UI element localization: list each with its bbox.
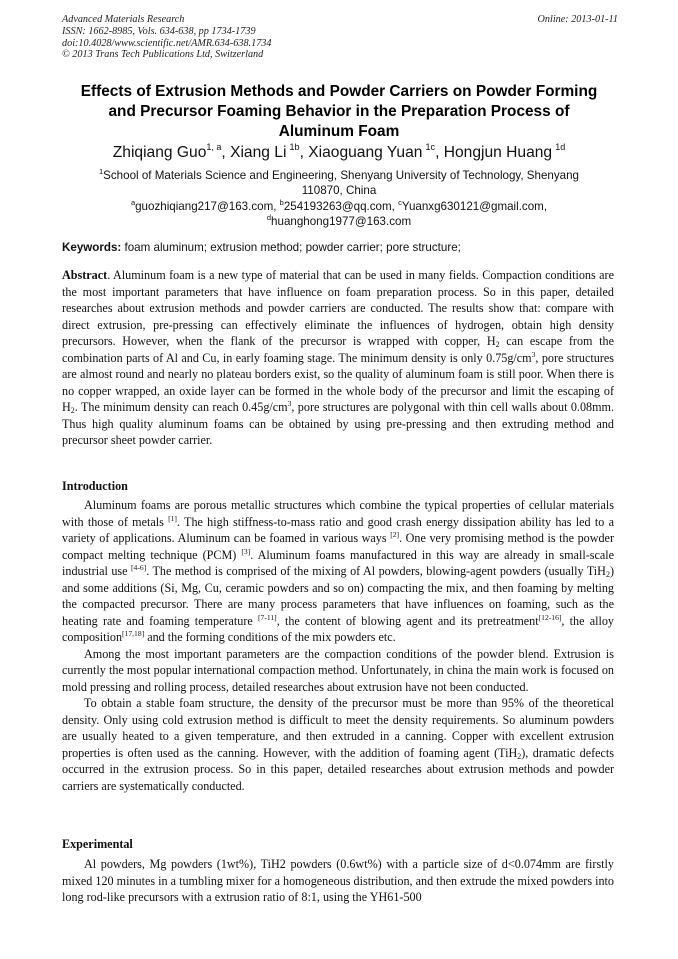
author-name: Hongjun Huang — [443, 144, 553, 161]
abstract-text: . The minimum density can reach 0.45g/cm — [74, 400, 288, 414]
subscript: 2 — [70, 406, 75, 415]
affiliation-mark: 1 — [98, 167, 104, 176]
citation: [7-11] — [258, 612, 277, 622]
email-address: Yuanxg630121@gmail.com, — [401, 199, 548, 213]
email-address: huanghong1977@163.com — [271, 215, 412, 229]
superscript: 3 — [287, 399, 292, 408]
intro-paragraph-1 — [62, 497, 614, 646]
abstract-text: . Aluminum foam is a new type of material that can be used in many fields. Compaction conditions are the most important parameters that have influence on foam preparation process. So in this paper, detailed researches about extrusion methods and powder carriers are conducted. The results show that: compare with direct extrusion, pre-pressing can effectively eliminate the influences of hydrogen, obtain high density precursors. However, when the flank of the precursor is wrapped with copper, H — [62, 268, 614, 348]
intro-text: To obtain a stable foam structure, the density of the precursor must be more than 95% of the theoretical density. Only using cold extrusion method is difficult to meet the density requirements. So aluminum powders are usually heated to a given temperature, and then extruded in a canning. Copper with excellent extrusion properties is often used as the canning. However, with the addition of foaming agent (TiH — [62, 696, 614, 760]
abstract-text: , pore structures are almost round and nearly no plateau borders exist, so the quality of aluminum foam is still poor. When there is no copper wrapped, an oxide layer can be formed in the whole body of the precursor and limit the escaping of H — [62, 350, 614, 414]
author-affil-mark: 1d — [555, 142, 566, 152]
keywords-label: Keywords: — [62, 241, 122, 254]
intro-text: . One very promising method is the powder compact melting technique (PCM) — [62, 531, 614, 562]
keywords — [62, 240, 622, 255]
email-line-2 — [40, 214, 638, 229]
author-name: Xiang Li — [230, 144, 287, 161]
journal-name: Advanced Materials Research — [62, 14, 185, 25]
introduction — [62, 497, 614, 794]
intro-text: ), dramatic defects occurred in the extrusion process. So in this paper, detailed researches about extrusion methods and powder carriers are systematically conducted. — [62, 745, 615, 793]
intro-paragraph-3 — [62, 695, 614, 794]
author-separator: , — [435, 144, 444, 161]
intro-text: Aluminum foams are porous metallic structures which combine the typical properties of cellular materials with those of metals — [62, 498, 614, 529]
author-separator: , — [299, 144, 309, 161]
email-line-1 — [40, 199, 638, 214]
author-affil-mark: 1, a — [206, 142, 222, 152]
paper-title — [40, 82, 638, 142]
intro-text: . Aluminum foams manufactured in this way are already in small-scale industrial use — [62, 547, 614, 578]
affiliation-line-1 — [40, 168, 638, 183]
intro-text: , the content of blowing agent and its pretreatment — [276, 613, 539, 628]
affiliation-line-2: 110870, China — [301, 184, 377, 198]
email-mark: c — [398, 197, 402, 207]
superscript: 3 — [531, 349, 536, 359]
title-line-2: and Precursor Foaming Behavior in the Preparation Process of — [108, 103, 570, 120]
author-affil-mark: 1c — [425, 142, 436, 152]
email-mark: a — [130, 197, 136, 207]
abstract — [62, 267, 614, 449]
author-separator: , — [221, 144, 231, 161]
subscript: 2 — [605, 570, 610, 579]
title-line-1: Effects of Extrusion Methods and Powder Carriers on Powder Forming — [80, 83, 598, 100]
intro-text: and the forming conditions of the mix powders etc. — [144, 630, 396, 644]
citation: [1] — [168, 513, 177, 523]
intro-text: . The high stiffness-to-mass ratio and good crash energy dissipation ability has led to a variety of applications. Aluminum can be foamed in various ways — [62, 514, 614, 545]
abstract-text: can escape from the combination parts of Al and Cu, in early foaming stage. The minimum density is only 0.75g/cm — [62, 334, 614, 365]
email-mark: d — [266, 213, 272, 223]
experimental-heading: Experimental — [62, 837, 133, 851]
abstract-paragraph — [62, 267, 614, 449]
abstract-label: Abstract — [62, 268, 108, 282]
keywords-text: foam aluminum; extrusion method; powder carrier; pore structure; — [121, 241, 461, 254]
citation: [17,18] — [122, 629, 145, 638]
author-list — [40, 143, 638, 163]
citation: [3] — [241, 546, 251, 556]
affiliation — [40, 168, 638, 230]
author-name: Zhiqiang Guo — [112, 144, 207, 161]
citation: [2] — [390, 530, 400, 539]
title-line-3: Aluminum Foam — [278, 123, 400, 140]
copyright-line: © 2013 Trans Tech Publications Ltd, Switzerland — [62, 49, 264, 61]
citation: [4-6] — [131, 563, 147, 572]
intro-paragraph-2: Among the most important parameters are the compaction conditions of the powder blend. Extrusion is currently the most popular international compaction method. Unfortunately, in china the main work is focused on mold pressing and rolling process, detailed researches about extrusion have not been conducted. — [62, 646, 614, 694]
issn-line: ISSN: 1662-8985, Vols. 634-638, pp 1734-1739 — [62, 25, 256, 37]
abstract-text: , pore structures are polygonal with thin cell walls about 0.08mm. Thus high quality aluminum foams can be obtained by using pre-pressing and then extruding method and precursor sheet powder carrier. — [62, 400, 615, 447]
author-name: Xiaoguang Yuan — [308, 144, 423, 161]
email-mark: b — [279, 197, 284, 207]
intro-text: ) and some additions (Si, Mg, Cu, ceramic powders and so on) compacting the mix, and then foaming by melting the compacted precursor. There are many process parameters that have influences on foaming, such as the heating rate and foaming temperature — [62, 564, 614, 628]
online-date: Online: 2013-01-11 — [537, 14, 618, 25]
doi-line: doi:10.4028/www.scientific.net/AMR.634-638.1734 — [62, 37, 272, 49]
affiliation-text: School of Materials Science and Engineering, Shenyang University of Technology, Shenyang — [103, 169, 580, 182]
experimental — [62, 856, 614, 906]
citation: [12-16] — [538, 612, 562, 622]
subscript: 2 — [495, 340, 500, 349]
email-address: guozhiqiang217@163.com, — [135, 199, 280, 213]
author-affil-mark: 1b — [289, 142, 300, 152]
email-address: 254193263@qq.com, — [283, 199, 399, 213]
journal-header — [62, 14, 618, 61]
subscript: 2 — [517, 751, 522, 761]
experimental-paragraph-1: Al powders, Mg powders (1wt%), TiH2 powders (0.6wt%) with a particle size of d<0.074mm are firstly mixed 120 minutes in a tumbling mixer for a homogeneous distribution, and then extrude the mixed powders into long rod-like precursors with a extrusion ratio of 8:1, using the YH61-500 — [62, 857, 614, 904]
intro-text: . The method is comprised of the mixing of Al powders, blowing-agent powders (usually TiH — [146, 564, 606, 578]
intro-text: , the alloy composition — [62, 613, 614, 644]
introduction-heading: Introduction — [62, 479, 128, 493]
